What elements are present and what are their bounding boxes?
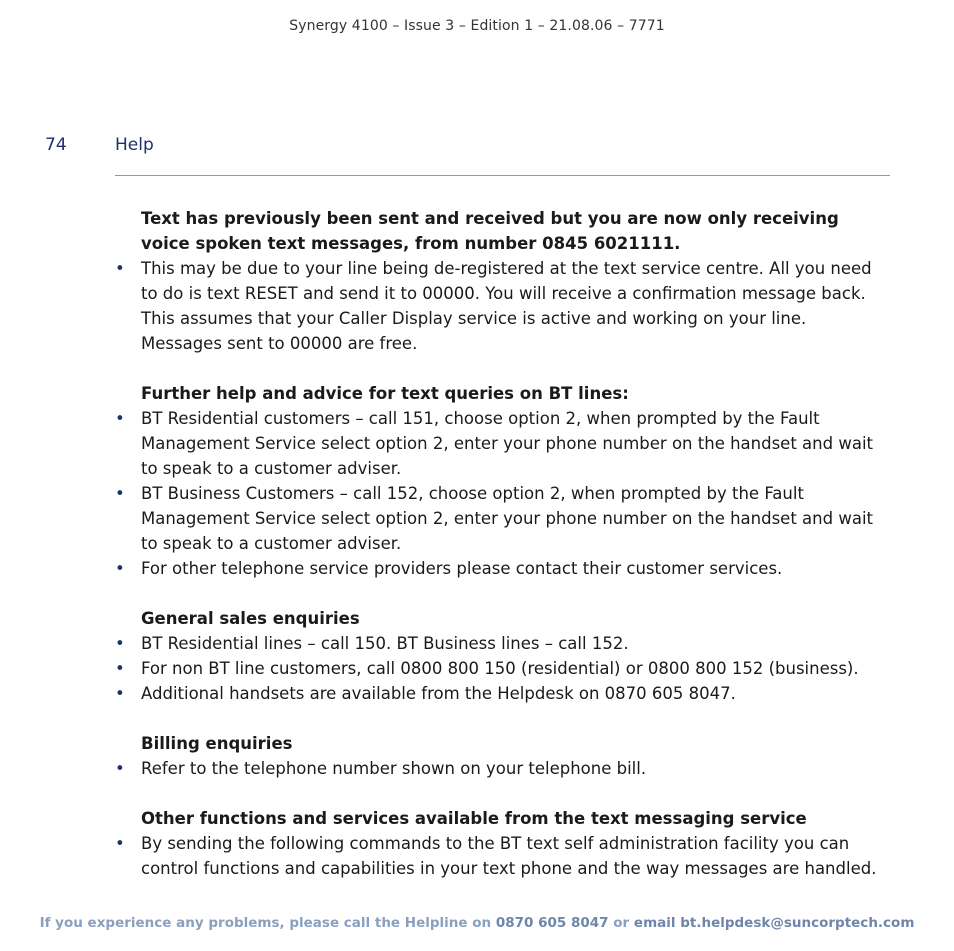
bullet-list [115,406,890,581]
block-other-functions [115,806,890,881]
bullet-list [115,256,890,356]
bullet-item: • BT Residential lines – call 150. BT Business lines – call 152. [115,631,890,656]
footer-text-or: or [608,915,634,931]
bullet-item: • Refer to the telephone number shown on your telephone bill. [115,756,890,781]
bullet-item: • Additional handsets are available from the Helpdesk on 0870 605 8047. [115,681,890,706]
bullet-item: • BT Business Customers – call 152, choose option 2, when prompted by the Fault Management Service select option 2, enter your phone number on the handset and wait to speak to a customer adviser. [115,481,890,556]
block-heading: Other functions and services available from the text messaging service [141,809,807,828]
block-text-queries [115,381,890,581]
page-number: 74 [45,135,67,155]
block-billing-enquiries [115,731,890,781]
page-content [115,206,890,906]
block-heading: General sales enquiries [141,609,360,628]
bullet-list [115,831,890,881]
bullet-item: • By sending the following commands to the BT text self administration facility you can control functions and capabilities in your text phone and the way messages are handled. [115,831,890,881]
header-divider [115,175,890,176]
document-id: Synergy 4100 – Issue 3 – Edition 1 – 21.08.06 – 7771 [289,18,665,34]
block-heading: Text has previously been sent and received but you are now only receiving voice spoken text messages, from number 0845 6021111. [141,209,839,253]
helpdesk-email: email bt.helpdesk@suncorptech.com [633,915,915,931]
section-title: Help [115,135,154,155]
bullet-item: • BT Residential customers – call 151, choose option 2, when prompted by the Fault Management Service select option 2, enter your phone number on the handset and wait to speak to a customer adviser. [115,406,890,481]
footer-text: If you experience any problems, please call the Helpline on [39,915,496,931]
block-heading: Further help and advice for text queries on BT lines: [141,384,629,403]
bullet-item: • For other telephone service providers please contact their customer services. [115,556,890,581]
bullet-list [115,631,890,706]
block-sales-enquiries [115,606,890,706]
block-voice-messages [115,206,890,356]
bullet-item: • This may be due to your line being de-registered at the text service centre. All you need to do is text RESET and send it to 00000. You will receive a confirmation message back. This assumes that your Caller Display service is active and working on your line. Messages sent to 00000 are free. [115,256,890,356]
helpline-footer [0,915,954,931]
bullet-item: • For non BT line customers, call 0800 800 150 (residential) or 0800 800 152 (business). [115,656,890,681]
block-heading: Billing enquiries [141,734,293,753]
helpline-phone: 0870 605 8047 [495,915,609,931]
bullet-list [115,756,890,781]
